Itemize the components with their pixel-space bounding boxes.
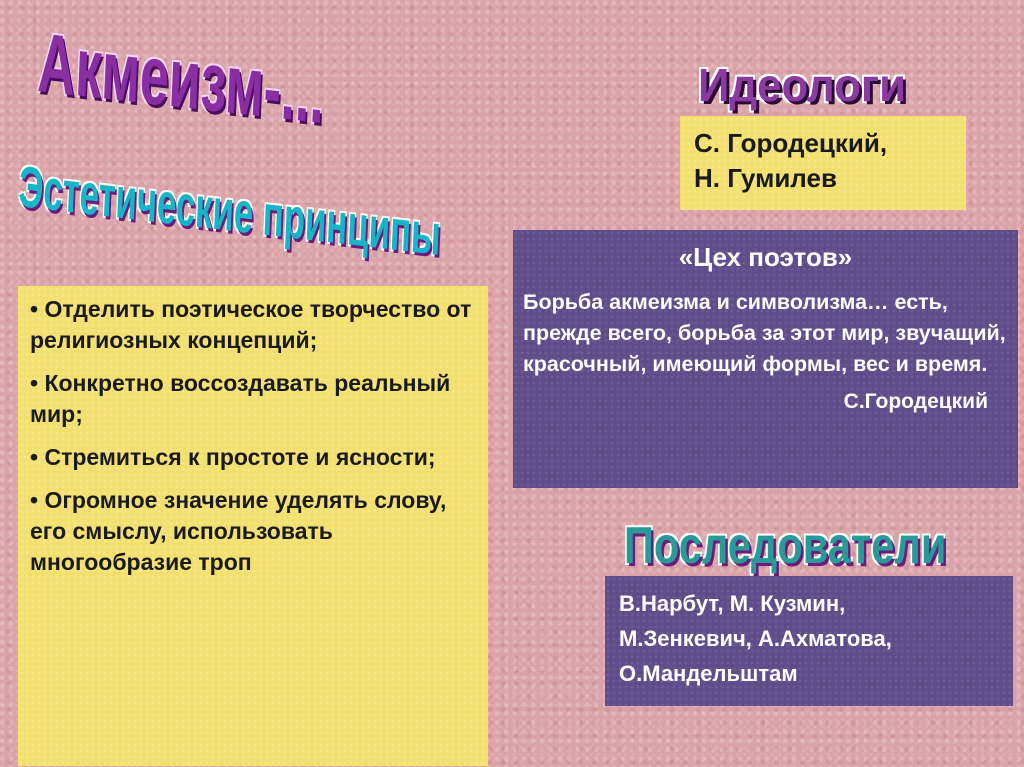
bullet: • bbox=[30, 370, 45, 396]
poets-guild-box bbox=[513, 230, 1018, 488]
principle-text: Конкретно воссоздавать реальный мир; bbox=[30, 370, 451, 427]
principle-item bbox=[30, 368, 476, 430]
poets-guild-title: «Цех поэтов» bbox=[678, 242, 853, 272]
principle-text: Огромное значение уделять слову, его смыслу, использовать многообразие троп bbox=[30, 487, 447, 575]
heading-ideologists: Идеологи bbox=[698, 59, 907, 111]
bullet: • bbox=[30, 444, 45, 470]
principles-box bbox=[18, 286, 488, 766]
ideologist-name: Н. Гумилев bbox=[694, 163, 837, 193]
ideologist-name: С. Городецкий, bbox=[694, 128, 888, 158]
principle-item bbox=[30, 485, 476, 578]
followers-box bbox=[605, 576, 1013, 706]
principle-item bbox=[30, 294, 476, 356]
quote-author: С.Городецкий bbox=[843, 390, 988, 413]
principle-text: Отделить поэтическое творчество от религиозных концепций; bbox=[30, 296, 472, 353]
heading-followers: Последователи bbox=[624, 517, 947, 575]
bullet: • bbox=[30, 296, 45, 322]
principle-item bbox=[30, 442, 476, 473]
bullet: • bbox=[30, 487, 45, 513]
subtitle-aesthetic-principles: Эстетические принципы bbox=[17, 154, 443, 269]
followers-line: О.Мандельштам bbox=[619, 661, 798, 686]
page-title: Акмеизм-... bbox=[36, 15, 327, 142]
followers-line: М.Зенкевич, А.Ахматова, bbox=[619, 626, 892, 651]
poets-guild-quote: Борьба акмеизма и символизма… есть, прежде всего, борьба за этот мир, звучащий, красочный, имеющий формы, вес и время. bbox=[523, 290, 1006, 376]
ideologists-box bbox=[680, 116, 966, 210]
followers-line: В.Нарбут, М. Кузмин, bbox=[619, 591, 846, 616]
principle-text: Стремиться к простоте и ясности; bbox=[44, 444, 436, 470]
